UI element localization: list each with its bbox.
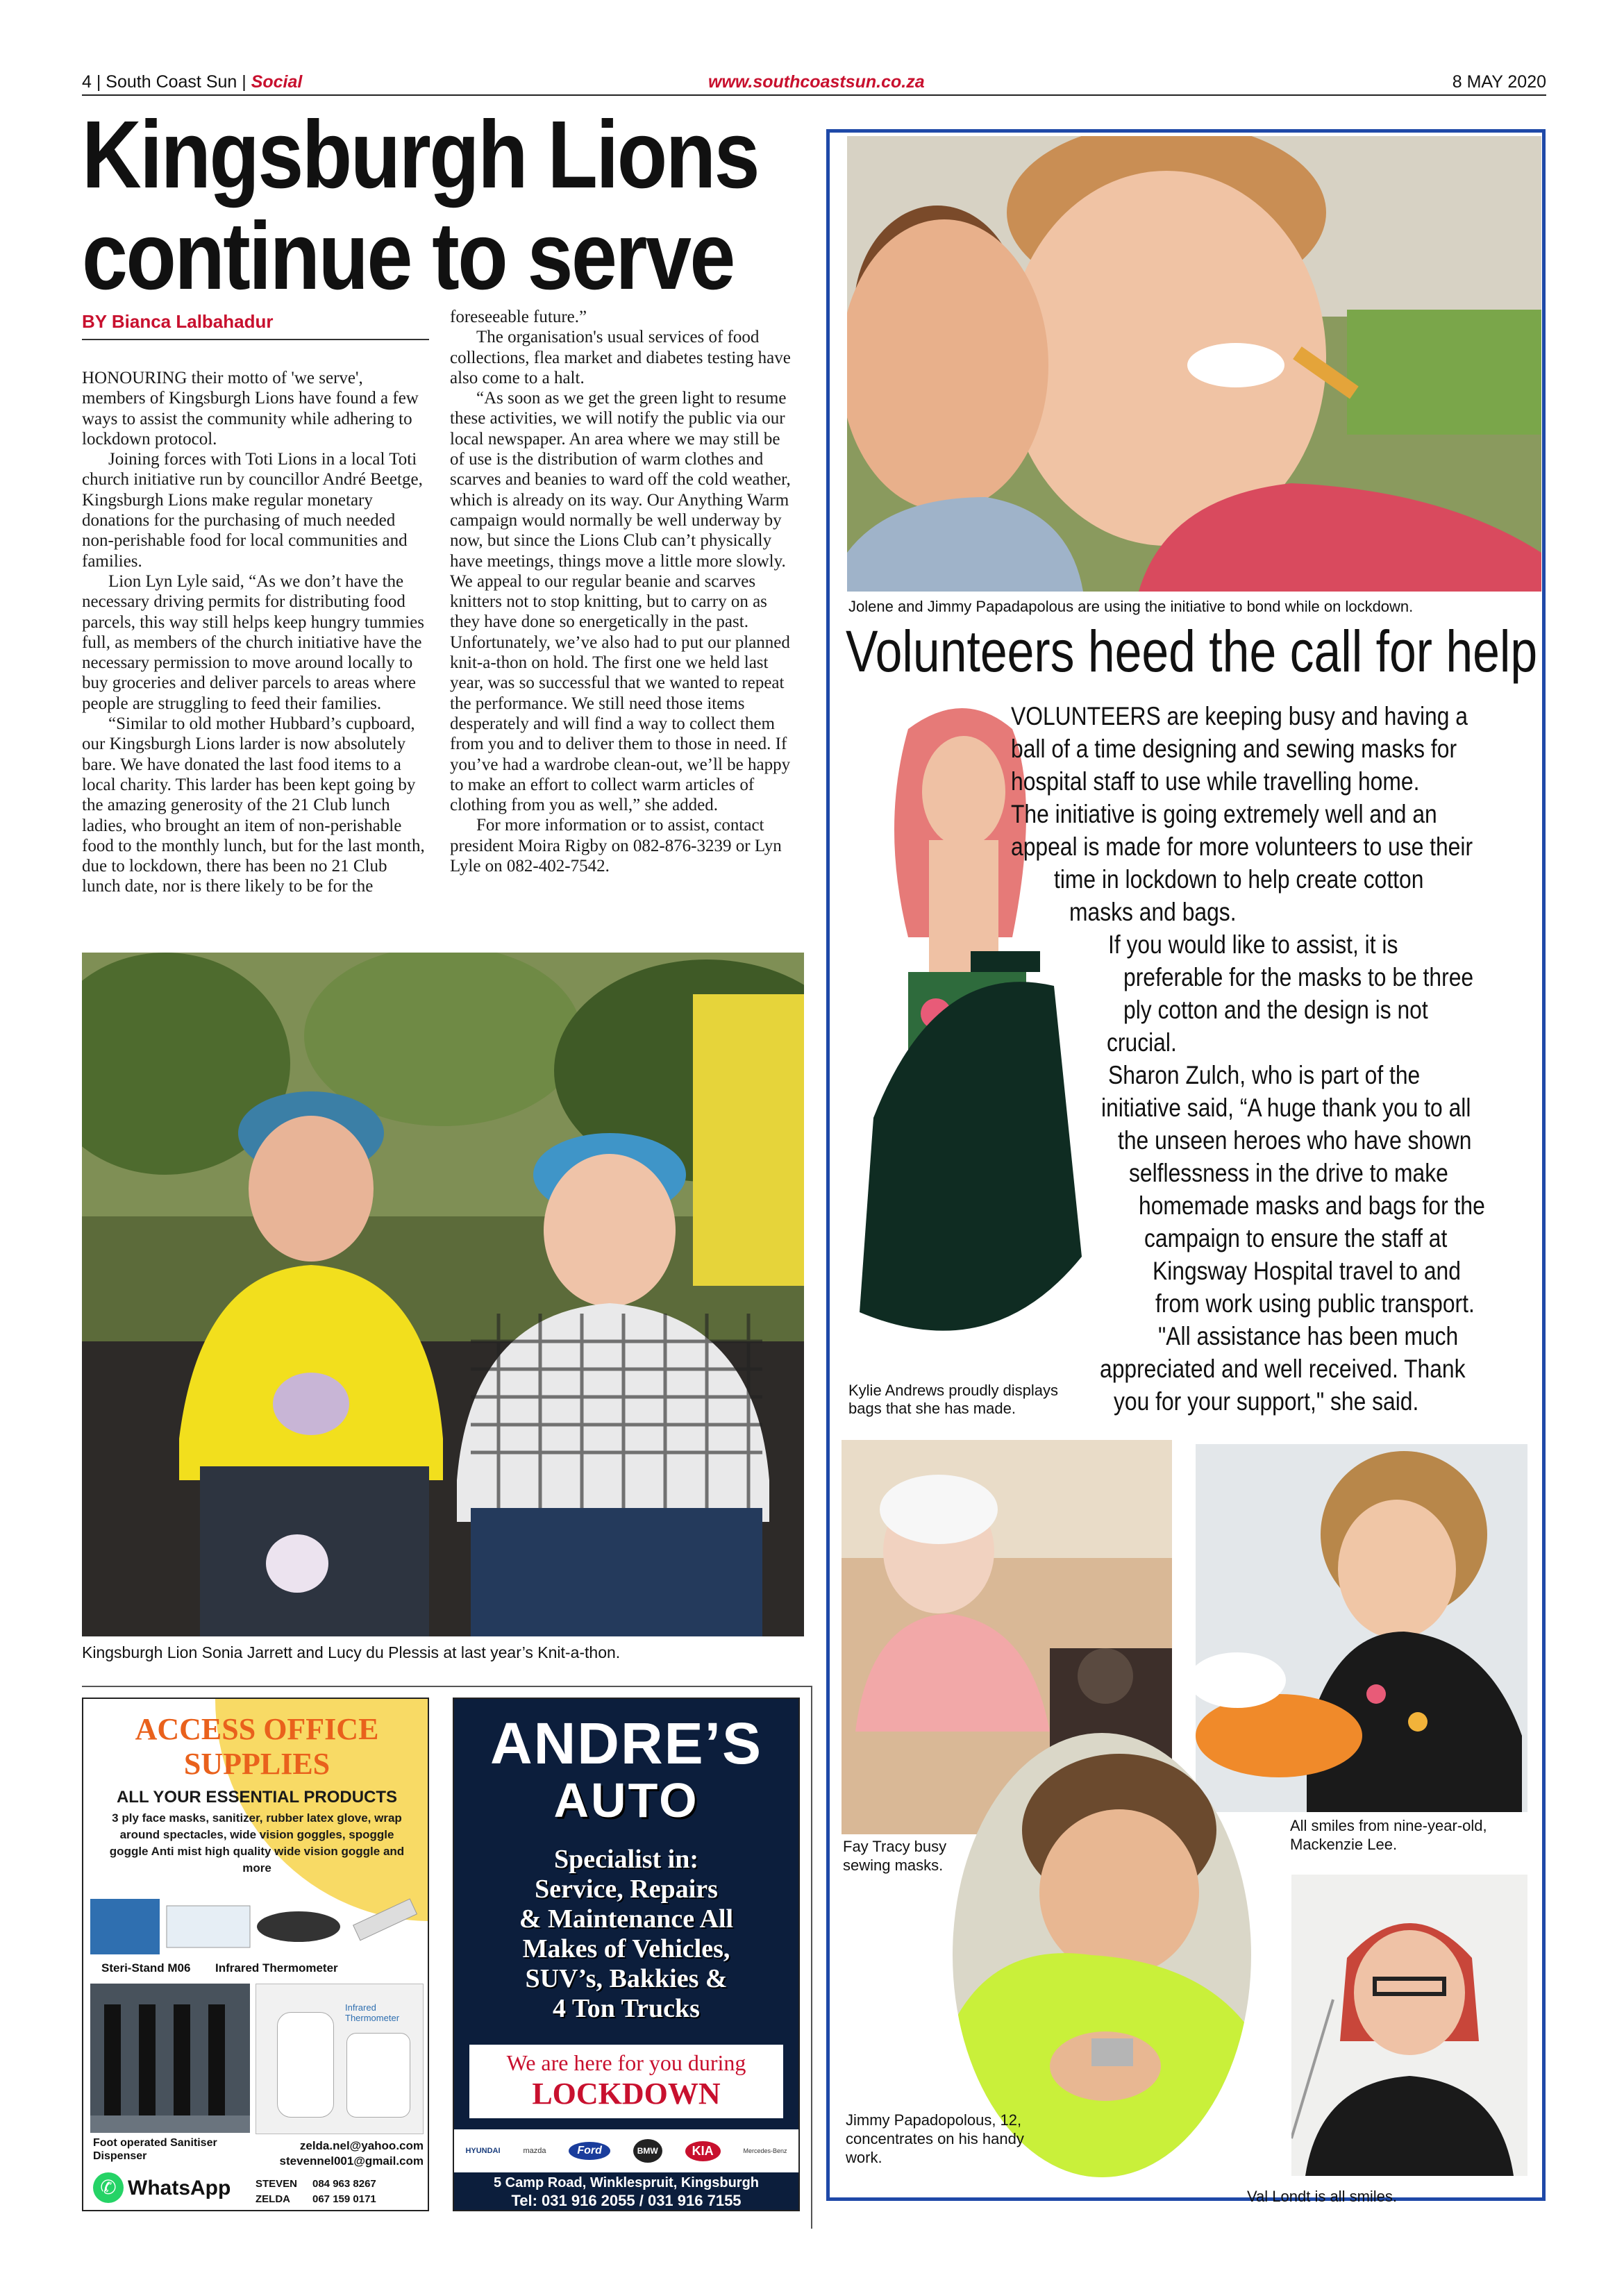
mackenzie-photo-art [1196,1444,1527,1812]
service-line: & Maintenance All [519,1904,734,1934]
article-column-1 [82,368,429,897]
ad-description: 3 ply face masks, sanitizer, rubber latex glove, wrap around spectacles, wide vision goggles, spoggle goggle Anti mist high quality wide vision goggle and more [109,1811,405,1875]
article-line: If you would like to assist, it is [1108,930,1398,959]
paragraph: “As soon as we get the green light to resume these activities, we will notify the public via our local newspaper. An area where we may still be of use is the distribution of warm clothes and scarves and beanies to ward off the cold weather, which is already on its way. Our Anything Warm campaign would normally be well underway by now, but since the Lions Club can’t physically have meetings, things move a little more slowly. We appeal to our regular beanie and scarves knitters not to stop knitting, but to carry on as they have done so energetically in the past. Unfortunately, we’ve also had to put our planned knit-a-thon on hold. The first one we held last year, was so successful that we wanted to repeat the performance. We still need those items desperately and will find a way to collect them from you and to deliver them to those in need. If you’ve had a wardrobe clean-out, we’ll be happy to make an effort to collect warm articles of clothing from you as well,” she added. [450,389,791,815]
service-line: SUV’s, Bakkies & [525,1964,728,1993]
article-line: the unseen heroes who have shown [1118,1126,1472,1155]
val-caption: Val Londt is all smiles. [1247,2188,1398,2205]
paragraph: For more information or to assist, contact president Moira Rigby on 082-876-3239 or Lyn Lyle on 082-402-7542. [450,816,782,876]
article-line: appreciated and well received. Thank [1100,1355,1466,1383]
whatsapp-icon: ✆ [93,2172,124,2203]
site-url[interactable]: www.southcoastsun.co.za [708,72,925,92]
contact-steven-name: STEVEN [256,2178,298,2190]
label-steri-stand: Steri-Stand M06 [101,1961,191,1975]
mackenzie-photo [1196,1444,1527,1812]
jimmy-caption: Jimmy Papadopolous, 12, concentrates on his handy work. [846,2111,1024,2166]
whatsapp-label: WhatsApp [128,2177,231,2199]
val-photo [1291,1875,1527,2176]
knitathon-caption: Kingsburgh Lion Sonia Jarrett and Lucy du Plessis at last year’s Knit-a-thon. [82,1643,621,1661]
knitathon-photo-art [82,953,804,1636]
jolene-jimmy-photo [847,136,1541,592]
mackenzie-caption: All smiles from nine-year-old, Mackenzie Lee. [1290,1817,1487,1853]
services-list [454,1845,798,2024]
article-line: masks and bags. [1069,898,1237,926]
paragraph: HONOURING their motto of 'we serve', members of Kingsburgh Lions have found a few ways to assist the community while adhering to lockdown protocol. [82,369,419,449]
article-line: ball of a time designing and sewing masks for [1011,735,1457,763]
article-line: The initiative is going extremely well and an [1011,800,1437,828]
mercedes-logo: Mercedes-Benz [743,2147,787,2154]
paragraph: Joining forces with Toti Lions in a local Toti church initiative run by councillor André Beetge, Kingsburgh Lions make regular monetary donations for the purchasing of much needed non-perishable food for local communities and families. [82,450,423,571]
label-thermometer: Infrared Thermometer [215,1961,338,1975]
article-line: you for your support," she said. [1114,1387,1419,1416]
email-2[interactable]: stevennel001@gmail.com [279,2154,424,2168]
service-line: 4 Ton Trucks [553,1994,700,2023]
article-line: selflessness in the drive to make [1129,1159,1448,1187]
thermometer-shape-2 [346,2033,410,2118]
lockdown-line-2: LOCKDOWN [532,2077,721,2111]
article-line: preferable for the masks to be three [1123,963,1474,991]
section-name: Social [251,72,303,92]
article-line: appeal is made for more volunteers to use their [1011,832,1473,861]
service-line: Makes of Vehicles, [522,1934,730,1963]
service-line: Specialist in: [554,1845,698,1874]
article-line: VOLUNTEERS are keeping busy and having a [1011,702,1468,730]
page-folio [82,72,302,92]
andres-auto-ad[interactable] [453,1698,800,2211]
header-rule [82,94,1546,96]
headline-line-2: continue to serve [82,203,734,310]
article-line: campaign to ensure the staff at [1144,1224,1448,1252]
headline-line-1: Kingsburgh Lions [82,101,758,208]
ad-title-1: ACCESS OFFICE [135,1712,379,1746]
thermometer-shape [277,2012,334,2118]
byline-rule [82,339,429,340]
bmw-logo: BMW [633,2139,662,2163]
article-line: Kingsway Hospital travel to and [1153,1257,1461,1285]
contact-zelda-number[interactable]: 067 159 0171 [312,2193,376,2205]
knitathon-photo [82,953,804,1636]
jolene-jimmy-photo-art [847,136,1541,592]
article-line: hospital staff to use while travelling home. [1011,767,1420,796]
paragraph: Lion Lyn Lyle said, “As we don’t have the necessary driving permits for distributing food parcels, this way still helps keep hungry tummies full, as members of the church initiative have the necessary permission to move around locally to buy groceries and deliver parcels to areas where people are struggling to feed their families. [82,571,424,713]
kia-logo: KIA [685,2141,721,2161]
contact-steven-number[interactable]: 084 963 8267 [312,2178,376,2190]
lockdown-line-1: We are here for you during [506,2050,746,2075]
service-line: Service, Repairs [535,1875,718,1904]
volunteers-headline: Volunteers heed the call for help [846,619,1538,684]
article-column-2 [450,307,797,876]
label-dispenser: Foot operated Sanitiser Dispenser [93,2137,217,2162]
ad-title-andres: ANDRE’S [489,1711,763,1776]
fay-caption: Fay Tracy busy sewing masks. [843,1838,947,1874]
brand-strip [454,2129,798,2172]
article-line: time in lockdown to help create cotton [1054,865,1424,894]
ford-logo: Ford [569,2142,610,2160]
address: 5 Camp Road, Winklespruit, Kingsburgh [493,2175,760,2190]
ad-title-2: SUPPLIES [183,1747,330,1781]
email-1[interactable]: zelda.nel@yahoo.com [299,2139,424,2152]
thermometer-box-label: Infrared Thermometer [345,2002,400,2023]
products-graphic [90,1885,424,1961]
main-headline [82,101,758,310]
access-office-ad[interactable] [82,1698,429,2211]
kylie-caption: Kylie Andrews proudly displays bags that she has made. [848,1382,1059,1417]
article-line: Sharon Zulch, who is part of the [1108,1061,1421,1089]
article-line: homemade masks and bags for the [1139,1191,1485,1220]
hyundai-logo: HYUNDAI [465,2147,501,2155]
paragraph: The organisation's usual services of food collections, flea market and diabetes testing have also come to a halt. [450,328,791,387]
folio-label: 4 | South Coast Sun | [82,72,251,92]
contact-zelda-name: ZELDA [256,2193,290,2205]
mazda-logo: mazda [523,2147,546,2155]
article-line: "All assistance has been much [1158,1322,1459,1350]
val-photo-art [1291,1875,1527,2176]
article-line: ply cotton and the design is not [1123,996,1428,1024]
dispensers-art [90,1984,250,2133]
paragraph: foreseeable future.” [450,308,587,326]
issue-date: 8 MAY 2020 [1452,72,1546,92]
article-line: initiative said, “A huge thank you to all [1101,1093,1471,1122]
article-line: from work using public transport. [1155,1289,1475,1318]
paragraph: “Similar to old mother Hubbard’s cupboard, our Kingsburgh Lions larder is now absolutely bare. We have donated the last food items to a local charity. This larder has been kept going by the amazing generosity of the 21 Club lunch ladies, who brought an item of non-perishable food to the monthly lunch, but for the last month, due to lockdown, there has been no 21 Club lunch date, nor is there likely to be for the [82,714,425,896]
dispensers-graphic [90,1984,250,2133]
article-line: crucial. [1107,1028,1177,1057]
byline: BY Bianca Lalbahadur [82,311,274,332]
jolene-jimmy-caption: Jolene and Jimmy Papadapolous are using the initiative to bond while on lockdown. [848,598,1414,615]
telephone[interactable]: Tel: 031 916 2055 / 031 916 7155 [511,2192,742,2209]
ad-subtitle: ALL YOUR ESSENTIAL PRODUCTS [116,1788,398,1807]
ad-title-auto: AUTO [553,1773,699,1827]
lockdown-box [469,2045,783,2118]
thermometer-box [256,1984,424,2134]
